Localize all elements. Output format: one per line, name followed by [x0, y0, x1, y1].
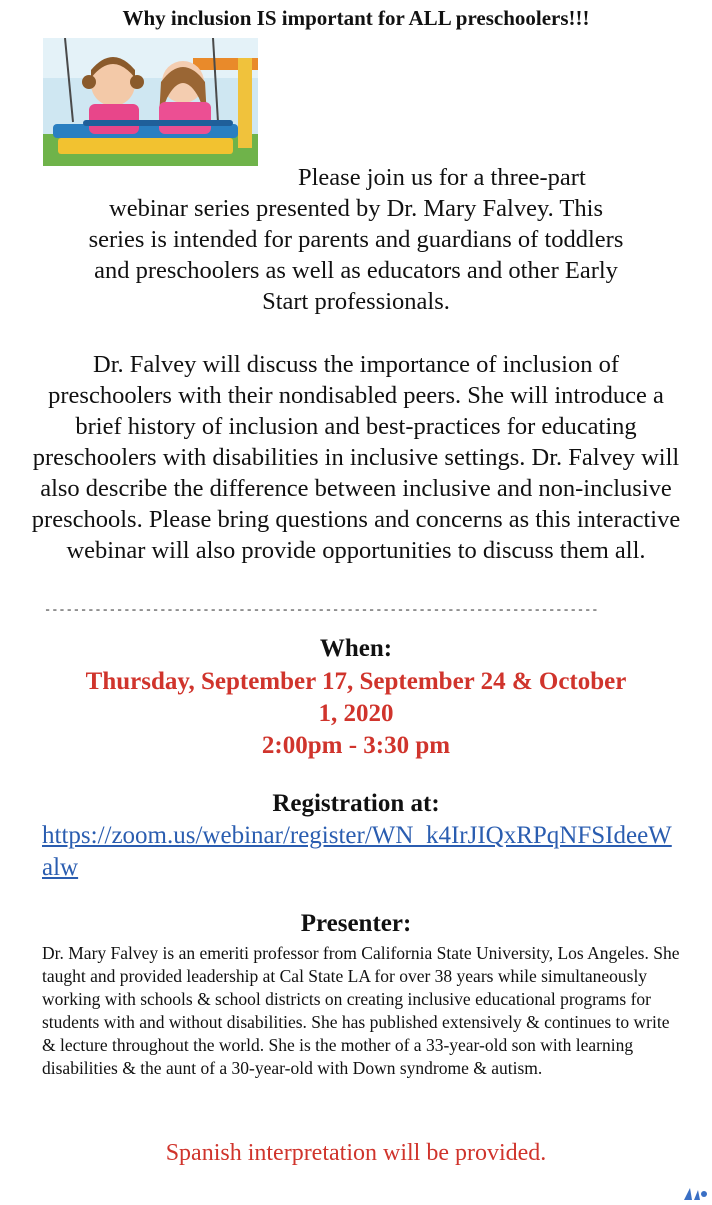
intro-line-2: webinar series presented by Dr. Mary Falvey. This: [109, 195, 603, 222]
event-dates-line-1: Thursday, September 17, September 24 & October: [85, 668, 627, 695]
flyer-title: Why inclusion IS important for ALL preschoolers!!!: [122, 6, 590, 30]
presenter-heading: Presenter:: [300, 910, 412, 937]
when-heading: When:: [319, 635, 393, 662]
corner-logo-icon: [680, 1184, 710, 1200]
intro-line-1: Please join us for a three-part: [298, 164, 586, 191]
intro-paragraph: [0, 193, 712, 317]
intro-line-3: series is intended for parents and guardians of toddlers: [88, 226, 624, 253]
when-details: [30, 666, 682, 762]
children-photo: [43, 38, 258, 166]
event-time: 2:00pm - 3:30 pm: [261, 732, 451, 759]
registration-heading: Registration at:: [272, 790, 440, 817]
event-dates-line-2: 1, 2020: [318, 700, 394, 727]
registration-link[interactable]: https://zoom.us/webinar/register/WN_k4IrJIQxRPqNFSIdeeWalw: [42, 822, 672, 881]
dashed-divider: -----------------------------------------------------------------------------: [44, 603, 599, 617]
children-on-swing-image: [43, 38, 258, 166]
intro-line-4: and preschoolers as well as educators and other Early: [94, 257, 618, 284]
webinar-description: Dr. Falvey will discuss the importance of inclusion of preschoolers with their nondisabled peers. She will introduce a brief history of inclusion and best-practices for educating preschoolers with disabilities in inclusive settings. Dr. Falvey will also describe the difference between inclusive and non-inclusive preschools. Please bring questions and concerns as this interactive webinar will also provide opportunities to discuss them all.: [31, 351, 681, 564]
intro-line-5: Start professionals.: [262, 288, 450, 315]
spanish-interpretation-note: Spanish interpretation will be provided.: [165, 1140, 547, 1166]
presenter-bio: Dr. Mary Falvey is an emeriti professor from California State University, Los Angeles. She taught and provided leadership at Cal State LA for over 38 years while simultaneously working with schools & school districts on creating inclusive educational programs for students with and without disabilities. She has published extensively & continues to write & lecture throughout the world. She is the mother of a 33-year-old son with learning disabilities & the aunt of a 30-year-old with Down syndrome & autism.: [42, 943, 680, 1078]
